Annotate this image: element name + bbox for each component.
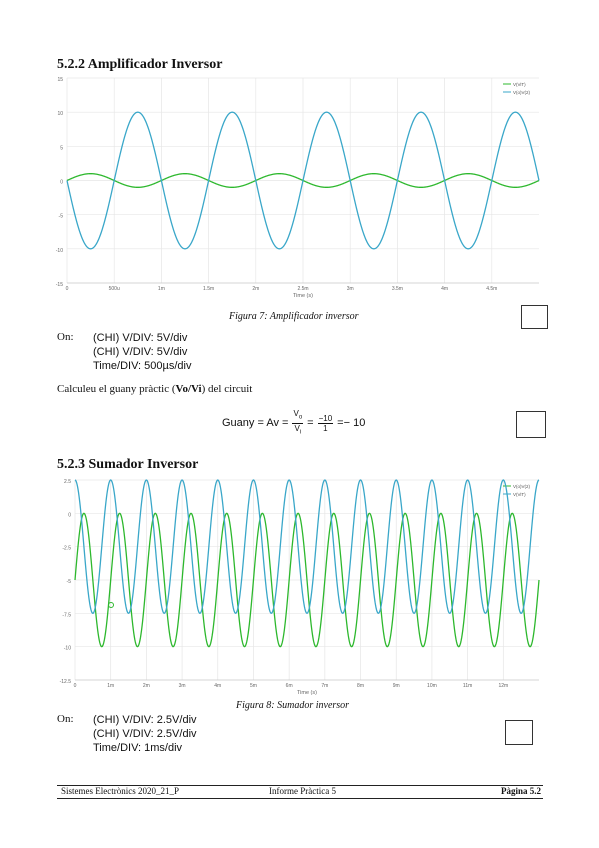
formula-fraction-1 xyxy=(292,409,303,437)
y-tick-label: 10 xyxy=(57,111,63,118)
x-tick-label: 2m xyxy=(252,286,260,292)
x-tick-label: 1m xyxy=(107,683,115,689)
x-tick-label: 10m xyxy=(427,683,437,689)
footer-center: Informe Pràctica 5 xyxy=(269,786,336,796)
chart-sumador xyxy=(55,472,547,698)
y-tick-label: -10 xyxy=(55,247,63,254)
formula-denominator-1: $V_i$ xyxy=(294,423,302,436)
settings-line: (CHI) V/DIV: 2.5V/div xyxy=(93,714,197,726)
y-tick-label: 2.5 xyxy=(64,479,71,485)
legend-label: V(o)V(2) xyxy=(513,484,531,489)
x-tick-label: 3m xyxy=(178,683,186,689)
gain-instruction xyxy=(57,383,252,395)
x-tick-label: 12m xyxy=(498,683,509,689)
settings-line: Time/DIV: 500µs/div xyxy=(93,360,192,372)
x-tick-label: 2m xyxy=(142,683,150,689)
formula-numerator-1: $V_o$ xyxy=(292,409,303,424)
legend-label: V(o)V(2) xyxy=(513,90,531,95)
x-tick-label: 500u xyxy=(108,286,120,292)
settings-list-2 xyxy=(93,713,197,755)
y-tick-label: -12.5 xyxy=(59,679,71,685)
x-tick-label: 5m xyxy=(249,683,257,689)
answer-box-3[interactable] xyxy=(505,720,533,745)
x-tick-label: 2.5m xyxy=(297,286,309,292)
x-tick-label: 3.5m xyxy=(391,286,403,292)
y-tick-label: -5 xyxy=(66,579,71,585)
section-title-sumador: 5.2.3 Sumador Inversor xyxy=(57,457,199,472)
formula-eq: = xyxy=(307,417,314,430)
formula-denominator-2: 1 xyxy=(323,423,328,433)
gain-formula xyxy=(222,409,365,437)
settings-line: (CHI) V/DIV: 5V/div xyxy=(93,332,188,344)
settings-line: (CHI) V/DIV: 2.5V/div xyxy=(93,728,197,740)
gain-instruction-suffix: ) del circuit xyxy=(201,383,253,395)
y-tick-label: 0 xyxy=(60,179,63,186)
formula-lhs: Guany = Av = xyxy=(222,417,289,430)
settings-line: (CHI) V/DIV: 5V/div xyxy=(93,346,188,358)
x-tick-label: 4.5m xyxy=(486,286,498,292)
y-tick-label: -10 xyxy=(63,645,71,652)
y-tick-label: -2.5 xyxy=(62,545,71,552)
x-tick-label: 0 xyxy=(65,286,69,292)
section-title-amplificador: 5.2.2 Amplificador Inversor xyxy=(57,57,223,72)
x-tick-label: 3m xyxy=(346,286,354,292)
y-tick-label: -5 xyxy=(58,213,63,220)
settings-line: Time/DIV: 1ms/div xyxy=(93,742,183,754)
formula-rhs: =− 10 xyxy=(337,417,366,430)
settings-label-1: On: xyxy=(57,331,74,343)
y-tick-label: 15 xyxy=(57,77,63,83)
x-tick-label: 9m xyxy=(392,683,400,689)
x-tick-label: 1.5m xyxy=(203,286,215,292)
gain-instruction-prefix: Calculeu el guany pràctic ( xyxy=(57,383,176,395)
footer-right: Pàgina 5.2 xyxy=(500,786,541,796)
x-tick-label: 11m xyxy=(462,683,473,689)
y-tick-label: 5 xyxy=(60,145,63,152)
x-tick-label: 4m xyxy=(214,683,222,689)
footer-bar xyxy=(57,785,543,799)
settings-list-1 xyxy=(93,331,191,373)
x-axis-label: Time (s) xyxy=(297,690,317,696)
chart-amplificador xyxy=(55,70,547,305)
answer-box-2[interactable] xyxy=(516,411,546,438)
x-axis-label: Time (s) xyxy=(293,293,313,299)
gain-instruction-bold: Vo/Vi xyxy=(175,383,202,395)
answer-box-1[interactable] xyxy=(521,305,548,329)
formula-fraction-2 xyxy=(318,414,334,433)
x-tick-label: 0 xyxy=(73,683,77,689)
x-tick-label: 8m xyxy=(357,683,365,689)
figure-8-caption: Figura 8: Sumador inversor xyxy=(236,700,350,711)
x-tick-label: 4m xyxy=(441,286,449,292)
formula-numerator-2: −10 xyxy=(318,413,333,423)
x-tick-label: 1m xyxy=(157,286,165,292)
y-tick-label: -7.5 xyxy=(62,612,71,619)
x-tick-label: 7m xyxy=(321,683,329,689)
legend-label: V(ViT) xyxy=(513,82,526,87)
y-tick-label: 0 xyxy=(68,512,71,519)
y-tick-label: -15 xyxy=(55,282,63,288)
footer-left: Sistemes Electrònics 2020_21_P xyxy=(61,786,179,796)
settings-label-2: On: xyxy=(57,713,74,725)
legend-label: V(ViT) xyxy=(513,492,526,497)
x-tick-label: 6m xyxy=(285,683,293,689)
figure-7-caption: Figura 7: Amplificador inversor xyxy=(229,311,359,322)
